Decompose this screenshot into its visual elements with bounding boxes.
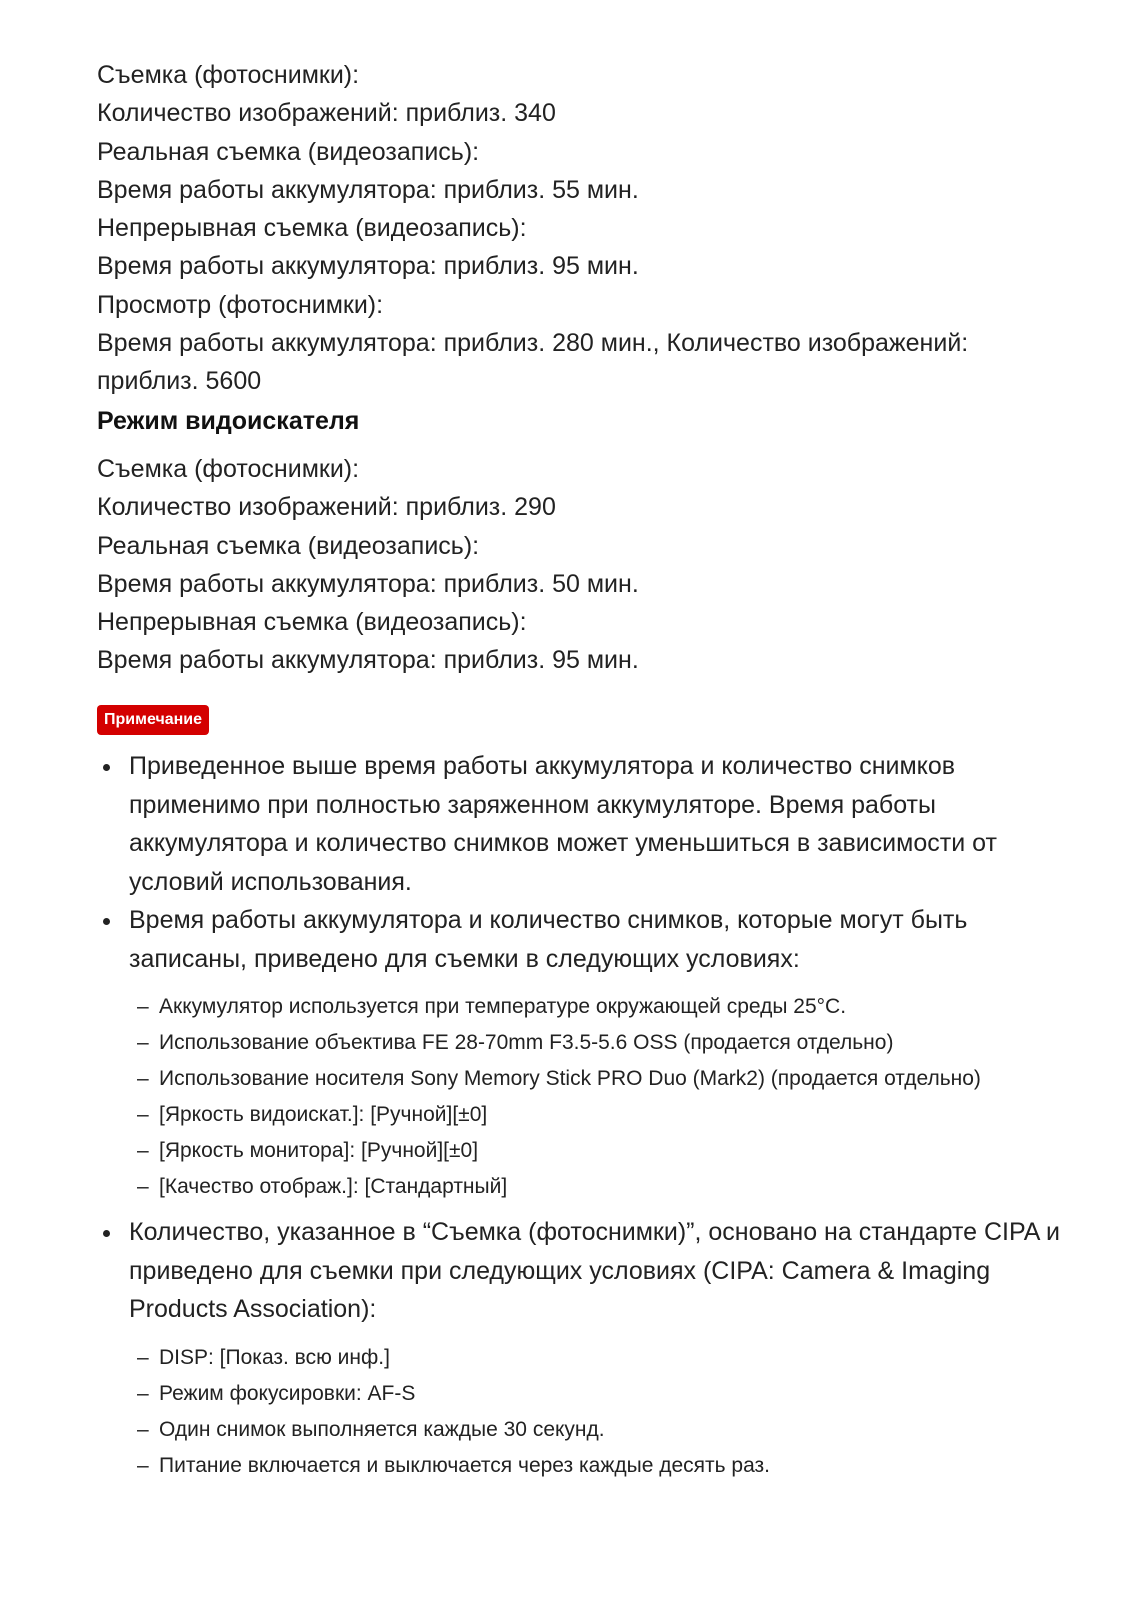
note-text: Время работы аккумулятора и количество снимков, которые могут быть записаны, приведено для съемки в следующих условиях: xyxy=(129,906,968,973)
condition-text: Использование носителя Sony Memory Stick PRO Duo (Mark2) (продается отдельно) xyxy=(159,1067,981,1090)
bullet-dot-icon xyxy=(103,764,110,771)
spec-line: приблиз. 5600 xyxy=(97,367,262,396)
condition-item xyxy=(129,1449,1072,1482)
condition-item xyxy=(129,1134,1072,1167)
spec-line: Реальная съемка (видеозапись): xyxy=(97,137,480,166)
spec-line: Время работы аккумулятора: приблиз. 50 мин. xyxy=(97,569,639,598)
spec-line: Непрерывная съемка (видеозапись): xyxy=(97,608,527,637)
bullet-dot-icon xyxy=(103,1230,110,1237)
condition-item xyxy=(129,1062,1072,1095)
condition-list xyxy=(129,1341,1072,1482)
note-text: Количество, указанное в “Съемка (фотоснимки)”, основано на стандарте CIPA и приведено для съемки при следующих условиях (CIPA: Camera & Imaging Products Association): xyxy=(129,1218,1060,1323)
note-list xyxy=(97,747,1072,1482)
spec-line: Время работы аккумулятора: приблиз. 280 мин., Количество изображений: xyxy=(97,329,969,358)
condition-text: Режим фокусировки: AF-S xyxy=(159,1381,416,1405)
dash-icon: – xyxy=(137,1067,149,1090)
spec-line: Время работы аккумулятора: приблиз. 55 мин. xyxy=(97,175,639,204)
condition-item xyxy=(129,1098,1072,1131)
condition-list xyxy=(129,990,1072,1203)
dash-icon: – xyxy=(137,1381,149,1405)
list-item xyxy=(97,747,1072,901)
note-badge: Примечание xyxy=(97,705,209,735)
condition-item xyxy=(129,990,1072,1023)
condition-text: Питание включается и выключается через каждые десять раз. xyxy=(159,1453,771,1477)
condition-text: Один снимок выполняется каждые 30 секунд. xyxy=(159,1417,605,1441)
condition-item xyxy=(129,1341,1072,1374)
condition-text: Использование объектива FE 28-70mm F3.5-5.6 OSS (продается отдельно) xyxy=(159,1031,894,1054)
spec-line: Съемка (фотоснимки): xyxy=(97,455,360,483)
viewfinder-mode-specs xyxy=(97,450,1072,680)
dash-icon: – xyxy=(137,995,149,1018)
condition-text: [Качество отображ.]: [Стандартный] xyxy=(159,1175,508,1198)
dash-icon: – xyxy=(137,1031,149,1054)
condition-text: Аккумулятор используется при температуре окружающей среды 25°C. xyxy=(159,995,847,1018)
dash-icon: – xyxy=(137,1345,149,1369)
dash-icon: – xyxy=(137,1175,149,1198)
viewfinder-mode-heading: Режим видоискателя xyxy=(97,407,360,435)
spec-line: Количество изображений: приблиз. 290 xyxy=(97,493,556,522)
dash-icon: – xyxy=(137,1103,149,1126)
condition-text: DISP: [Показ. всю инф.] xyxy=(159,1345,390,1369)
dash-icon: – xyxy=(137,1453,149,1477)
spec-line: Время работы аккумулятора: приблиз. 95 мин. xyxy=(97,252,639,281)
spec-line: Время работы аккумулятора: приблиз. 95 мин. xyxy=(97,646,639,675)
dash-icon: – xyxy=(137,1417,149,1441)
condition-text: [Яркость видоискат.]: [Ручной][±0] xyxy=(159,1103,488,1126)
spec-line: Непрерывная съемка (видеозапись): xyxy=(97,214,527,243)
condition-item xyxy=(129,1026,1072,1059)
condition-item xyxy=(129,1377,1072,1410)
spec-line: Реальная съемка (видеозапись): xyxy=(97,531,480,560)
condition-item xyxy=(129,1413,1072,1446)
spec-line: Съемка (фотоснимки): xyxy=(97,61,360,89)
bullet-dot-icon xyxy=(103,918,110,925)
list-item xyxy=(97,901,1072,1203)
note-text: Приведенное выше время работы аккумулятора и количество снимков применимо при полностью заряженном аккумуляторе. Время работы аккумулятора и количество снимков может уменьшиться в зависимости от условий использования. xyxy=(129,752,997,896)
list-item xyxy=(97,1213,1072,1482)
condition-text: [Яркость монитора]: [Ручной][±0] xyxy=(159,1139,479,1162)
spec-line: Просмотр (фотоснимки): xyxy=(97,290,384,319)
spec-line: Количество изображений: приблиз. 340 xyxy=(97,99,556,128)
dash-icon: – xyxy=(137,1139,149,1162)
monitor-mode-specs xyxy=(97,56,1072,401)
condition-item xyxy=(129,1170,1072,1203)
